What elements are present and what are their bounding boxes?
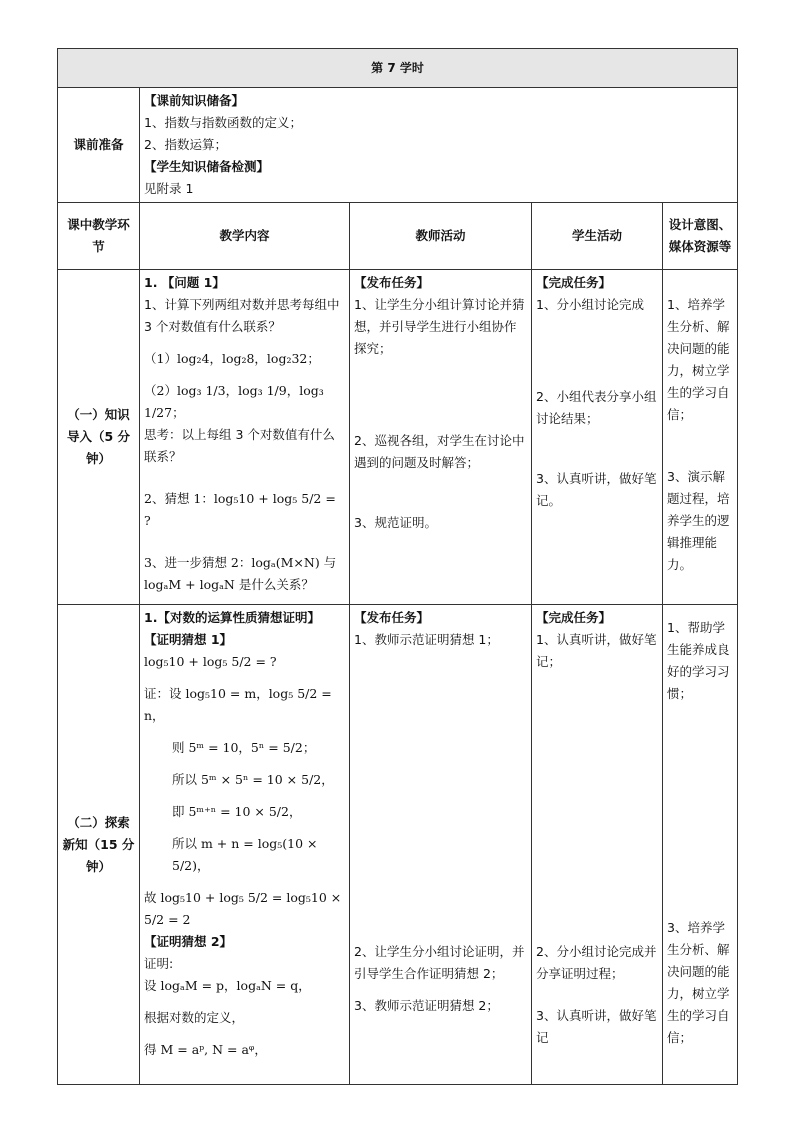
task-heading: 【发布任务】 <box>354 275 430 290</box>
formula-line: （2）log₃ 1/3，log₃ 1/9，log₃ 1/27； <box>144 383 324 420</box>
prep-item: 见附录 1 <box>144 181 194 196</box>
design-text: 1、培养学生分析、解决问题的能力，树立学生的学习自信； <box>667 297 730 422</box>
formula-line: 即 5ᵐ⁺ⁿ = 10 × 5/2， <box>172 804 302 819</box>
section-1-student <box>532 270 663 605</box>
lesson-plan-table <box>57 48 738 1085</box>
design-text: 3、演示解题过程，培养学生的逻辑推理能力。 <box>667 469 730 572</box>
activity-text: 3、规范证明。 <box>354 515 437 530</box>
formula-line: 证：设 log₅10 = m，log₅ 5/2 = n， <box>144 686 332 723</box>
activity-text: 2、让学生分小组讨论证明，并引导学生合作证明猜想 2； <box>354 944 525 981</box>
header-stage: 课中教学环节 <box>58 203 140 270</box>
content-text: 证明: <box>144 956 174 971</box>
content-text: 思考：以上每组 3 个对数值有什么联系？ <box>144 427 335 464</box>
section-1-teacher <box>350 270 532 605</box>
activity-text: 3、认真听讲，做好笔记 <box>536 1008 657 1045</box>
header-student: 学生活动 <box>532 203 663 270</box>
lesson-plan-sheet <box>57 48 737 1085</box>
formula-line: 则 5ᵐ = 10，5ⁿ = 5/2； <box>172 740 316 755</box>
proof-subheading: 【证明猜想 1】 <box>144 632 233 647</box>
section-2-student <box>532 605 663 1085</box>
design-text: 1、帮助学生能养成良好的学习习惯； <box>667 620 730 701</box>
content-text: 根据对数的定义， <box>144 1010 245 1025</box>
formula-line: log₅10 + log₅ 5/2 = ? <box>144 654 277 669</box>
formula-line: 得 M = aᵖ, N = aᵠ， <box>144 1042 267 1057</box>
problem-heading: 1. 【问题 1】 <box>144 275 225 290</box>
header-teacher: 教师活动 <box>350 203 532 270</box>
task-heading: 【发布任务】 <box>354 610 430 625</box>
prep-heading-2: 【学生知识储备检测】 <box>144 159 270 174</box>
section-2-label: （二）探索新知（15 分钟） <box>58 605 140 1085</box>
formula-line: 设 logₐM = p，logₐN = q， <box>144 978 311 993</box>
prep-item: 1、指数与指数函数的定义； <box>144 115 302 130</box>
activity-text: 2、小组代表分享小组讨论结果； <box>536 389 657 426</box>
formula-line: 3、进一步猜想 2：logₐ(M×N) 与 logₐM + logₐN 是什么关系？ <box>144 555 337 592</box>
section-1-design <box>663 270 738 605</box>
formula-line: 故 log₅10 + log₅ 5/2 = log₅10 × 5/2 = 2 <box>144 890 342 927</box>
proof-heading: 1.【对数的运算性质猜想证明】 <box>144 610 320 625</box>
prep-heading-1: 【课前知识储备】 <box>144 93 245 108</box>
lesson-title: 第 7 学时 <box>58 49 738 88</box>
header-content: 教学内容 <box>140 203 350 270</box>
activity-text: 1、教师示范证明猜想 1； <box>354 632 499 647</box>
formula-line: 所以 m + n = log₅(10 × 5/2)， <box>172 836 318 873</box>
prep-item: 2、指数运算； <box>144 137 227 152</box>
activity-text: 1、分小组讨论完成 <box>536 297 644 312</box>
task-heading: 【完成任务】 <box>536 610 612 625</box>
section-1-content <box>140 270 350 605</box>
section-1-label: （一）知识导入（5 分钟） <box>58 270 140 605</box>
section-2-content <box>140 605 350 1085</box>
proof-subheading: 【证明猜想 2】 <box>144 934 233 949</box>
activity-text: 1、认真听讲，做好笔记； <box>536 632 657 669</box>
formula-line: （1）log₂4，log₂8，log₂32； <box>144 351 320 366</box>
task-heading: 【完成任务】 <box>536 275 612 290</box>
section-2-teacher <box>350 605 532 1085</box>
section-2-design <box>663 605 738 1085</box>
prep-label: 课前准备 <box>58 88 140 203</box>
design-text: 3、培养学生分析、解决问题的能力，树立学生的学习自信； <box>667 920 730 1045</box>
content-text: 1、计算下列两组对数并思考每组中 3 个对数值有什么联系？ <box>144 297 340 334</box>
activity-text: 1、让学生分小组计算讨论并猜想，并引导学生进行小组协作探究； <box>354 297 525 356</box>
activity-text: 2、巡视各组，对学生在讨论中遇到的问题及时解答； <box>354 433 525 470</box>
formula-line: 所以 5ᵐ × 5ⁿ = 10 × 5/2， <box>172 772 334 787</box>
activity-text: 3、教师示范证明猜想 2； <box>354 998 499 1013</box>
formula-line: 2、猜想 1：log₅10 + log₅ 5/2 = ? <box>144 491 336 528</box>
header-design: 设计意图、媒体资源等 <box>663 203 738 270</box>
prep-content <box>140 88 738 203</box>
activity-text: 3、认真听讲，做好笔记。 <box>536 471 657 508</box>
activity-text: 2、分小组讨论完成并分享证明过程； <box>536 944 657 981</box>
